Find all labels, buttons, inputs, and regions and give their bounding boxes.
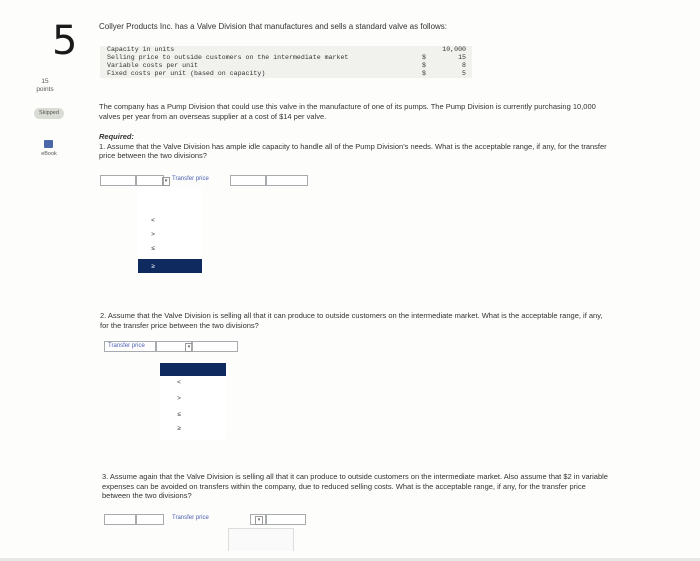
question-number: 5	[52, 18, 78, 64]
required-label: Required:	[99, 132, 135, 141]
q3-lower-input[interactable]	[104, 514, 136, 525]
dropdown-option[interactable]: >	[177, 395, 181, 402]
q1-transfer-label: Transfer price	[172, 176, 209, 182]
required-block	[99, 132, 619, 161]
chevron-down-icon[interactable]: ▾	[255, 516, 263, 525]
dropdown-option[interactable]: ≥	[177, 425, 181, 432]
status-badge: Skipped	[34, 108, 64, 119]
q2-text: 2. Assume that the Valve Division is selling all that it can produce to outside customers on the intermediate market. What is the acceptable range, if any, for the transfer price between the two divisions?	[100, 311, 603, 330]
q1-text: 1. Assume that the Valve Division has ample idle capacity to handle all of the Pump Division's needs. What is the acceptable range, if any, for the transfer price between the two divisions?	[99, 141, 607, 160]
q3-text: 3. Assume again that the Valve Division is selling all that it can produce to outside customers on the intermediate market. Also assume that $2 in variable expenses can be avoided on transfers within the company, due to reduced selling costs. What is the acceptable range, if any, for the transfer price between the two divisions?	[102, 472, 608, 500]
table-row: Variable costs per unit $ 8	[107, 62, 466, 69]
q1-operator-dropdown[interactable]	[138, 187, 202, 275]
q3-operator-select-2[interactable]	[250, 514, 266, 525]
q1-lower-input[interactable]	[100, 175, 136, 186]
dropdown-option[interactable]: ≤	[151, 245, 155, 252]
dropdown-option[interactable]: ≤	[177, 411, 181, 418]
q1-operator-select-1[interactable]	[136, 175, 168, 186]
points-info	[34, 78, 56, 94]
dropdown-option[interactable]: <	[177, 379, 181, 386]
points-label: points	[36, 86, 54, 93]
q2-upper-input[interactable]	[192, 341, 238, 352]
data-table	[100, 46, 472, 78]
context-text: The company has a Pump Division that could use this valve in the manufacture of one of its pumps. The Pump Division is currently purchasing 10,000 valves per year from an overseas supplier at a cost of $14 per valve.	[99, 102, 596, 121]
q3-operator-dropdown[interactable]	[228, 528, 294, 551]
q3-upper-input[interactable]	[266, 514, 306, 525]
table-row: Fixed costs per unit (based on capacity) $ 5	[107, 70, 466, 77]
chevron-down-icon[interactable]: ▾	[162, 177, 170, 186]
q3-transfer-label: Transfer price	[172, 515, 209, 521]
q2-operator-dropdown[interactable]	[160, 359, 226, 439]
ebook-link[interactable]: eBook	[41, 151, 57, 157]
q2-transfer-label: Transfer price	[108, 343, 145, 349]
q3-operator-select-1[interactable]	[136, 514, 164, 525]
dropdown-option[interactable]: >	[151, 231, 155, 238]
q2-operator-select-1[interactable]	[104, 341, 156, 352]
dropdown-option-selected[interactable]: ≥	[138, 259, 202, 273]
q2-operator-select-2[interactable]	[156, 341, 192, 352]
points-value: 15	[41, 78, 49, 85]
dropdown-option-selected[interactable]	[160, 363, 226, 376]
q1-upper-input[interactable]	[266, 175, 308, 186]
table-row: Capacity in units 10,000	[107, 46, 466, 53]
dropdown-option[interactable]: <	[151, 217, 155, 224]
q1-operator-select-2[interactable]	[230, 175, 266, 186]
book-icon[interactable]	[44, 140, 53, 148]
table-row: Selling price to outside customers on the intermediate market $ 15	[107, 54, 466, 61]
chevron-down-icon[interactable]: ▾	[185, 343, 193, 352]
intro-text: Collyer Products Inc. has a Valve Division that manufactures and sells a standard valve as follows:	[99, 22, 448, 31]
